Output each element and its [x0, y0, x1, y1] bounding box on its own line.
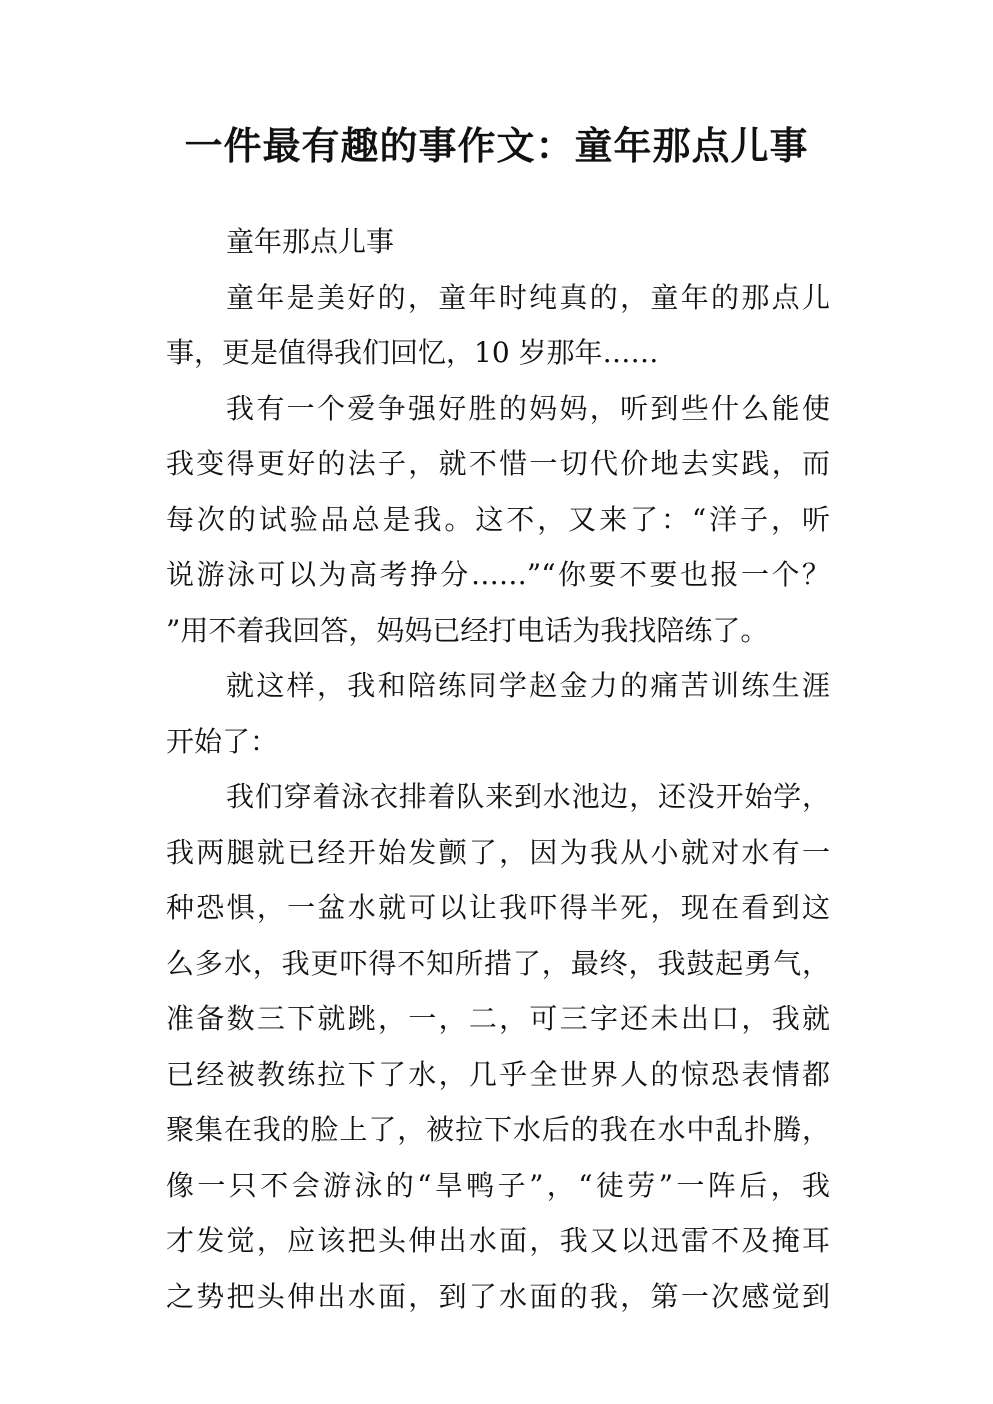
text-line: 准备数三下就跳，一，二，可三字还未出口，我就	[166, 1002, 830, 1035]
text-line: 已经被教练拉下了水，几乎全世界人的惊恐表情都	[166, 1057, 830, 1091]
text-line: 像一只不会游泳的“旱鸭子”，“徒劳”一阵后，我	[166, 1168, 830, 1202]
text-line: 每次的试验品总是我。这不，又来了：“洋子，听	[166, 502, 830, 536]
text-line: ”用不着我回答，妈妈已经打电话为我找陪练了。	[166, 613, 769, 647]
text-line: 童年是美好的，童年时纯真的，童年的那点儿	[226, 280, 830, 314]
text-line: 开始了：	[166, 724, 279, 758]
document-body	[166, 214, 830, 1324]
text-line: 童年那点儿事	[226, 225, 395, 258]
text-line: 之势把头伸出水面，到了水面的我，第一次感觉到	[166, 1279, 830, 1313]
text-line: 我两腿就已经开始发颤了，因为我从小就对水有一	[166, 835, 830, 869]
text-line: 说游泳可以为高考挣分……”“你要不要也报一个？	[166, 558, 830, 591]
text-line: 我们穿着泳衣排着队来到水池边，还没开始学，	[226, 780, 830, 813]
text-line: 么多水，我更吓得不知所措了，最终，我鼓起勇气，	[166, 946, 830, 980]
text-line: 才发觉，应该把头伸出水面，我又以迅雷不及掩耳	[166, 1224, 830, 1257]
text-line: 事，更是值得我们回忆，10 岁那年……	[166, 336, 659, 369]
text-line: 我变得更好的法子，就不惜一切代价地去实践，而	[166, 447, 830, 480]
document-title: 一件最有趣的事作文：童年那点儿事	[184, 124, 809, 168]
text-line: 种恐惧，一盆水就可以让我吓得半死，现在看到这	[166, 891, 830, 924]
text-line: 我有一个爱争强好胜的妈妈，听到些什么能使	[226, 391, 830, 425]
text-line: 聚集在我的脸上了，被拉下水后的我在水中乱扑腾，	[166, 1113, 830, 1146]
text-line: 就这样，我和陪练同学赵金力的痛苦训练生涯	[226, 669, 830, 702]
